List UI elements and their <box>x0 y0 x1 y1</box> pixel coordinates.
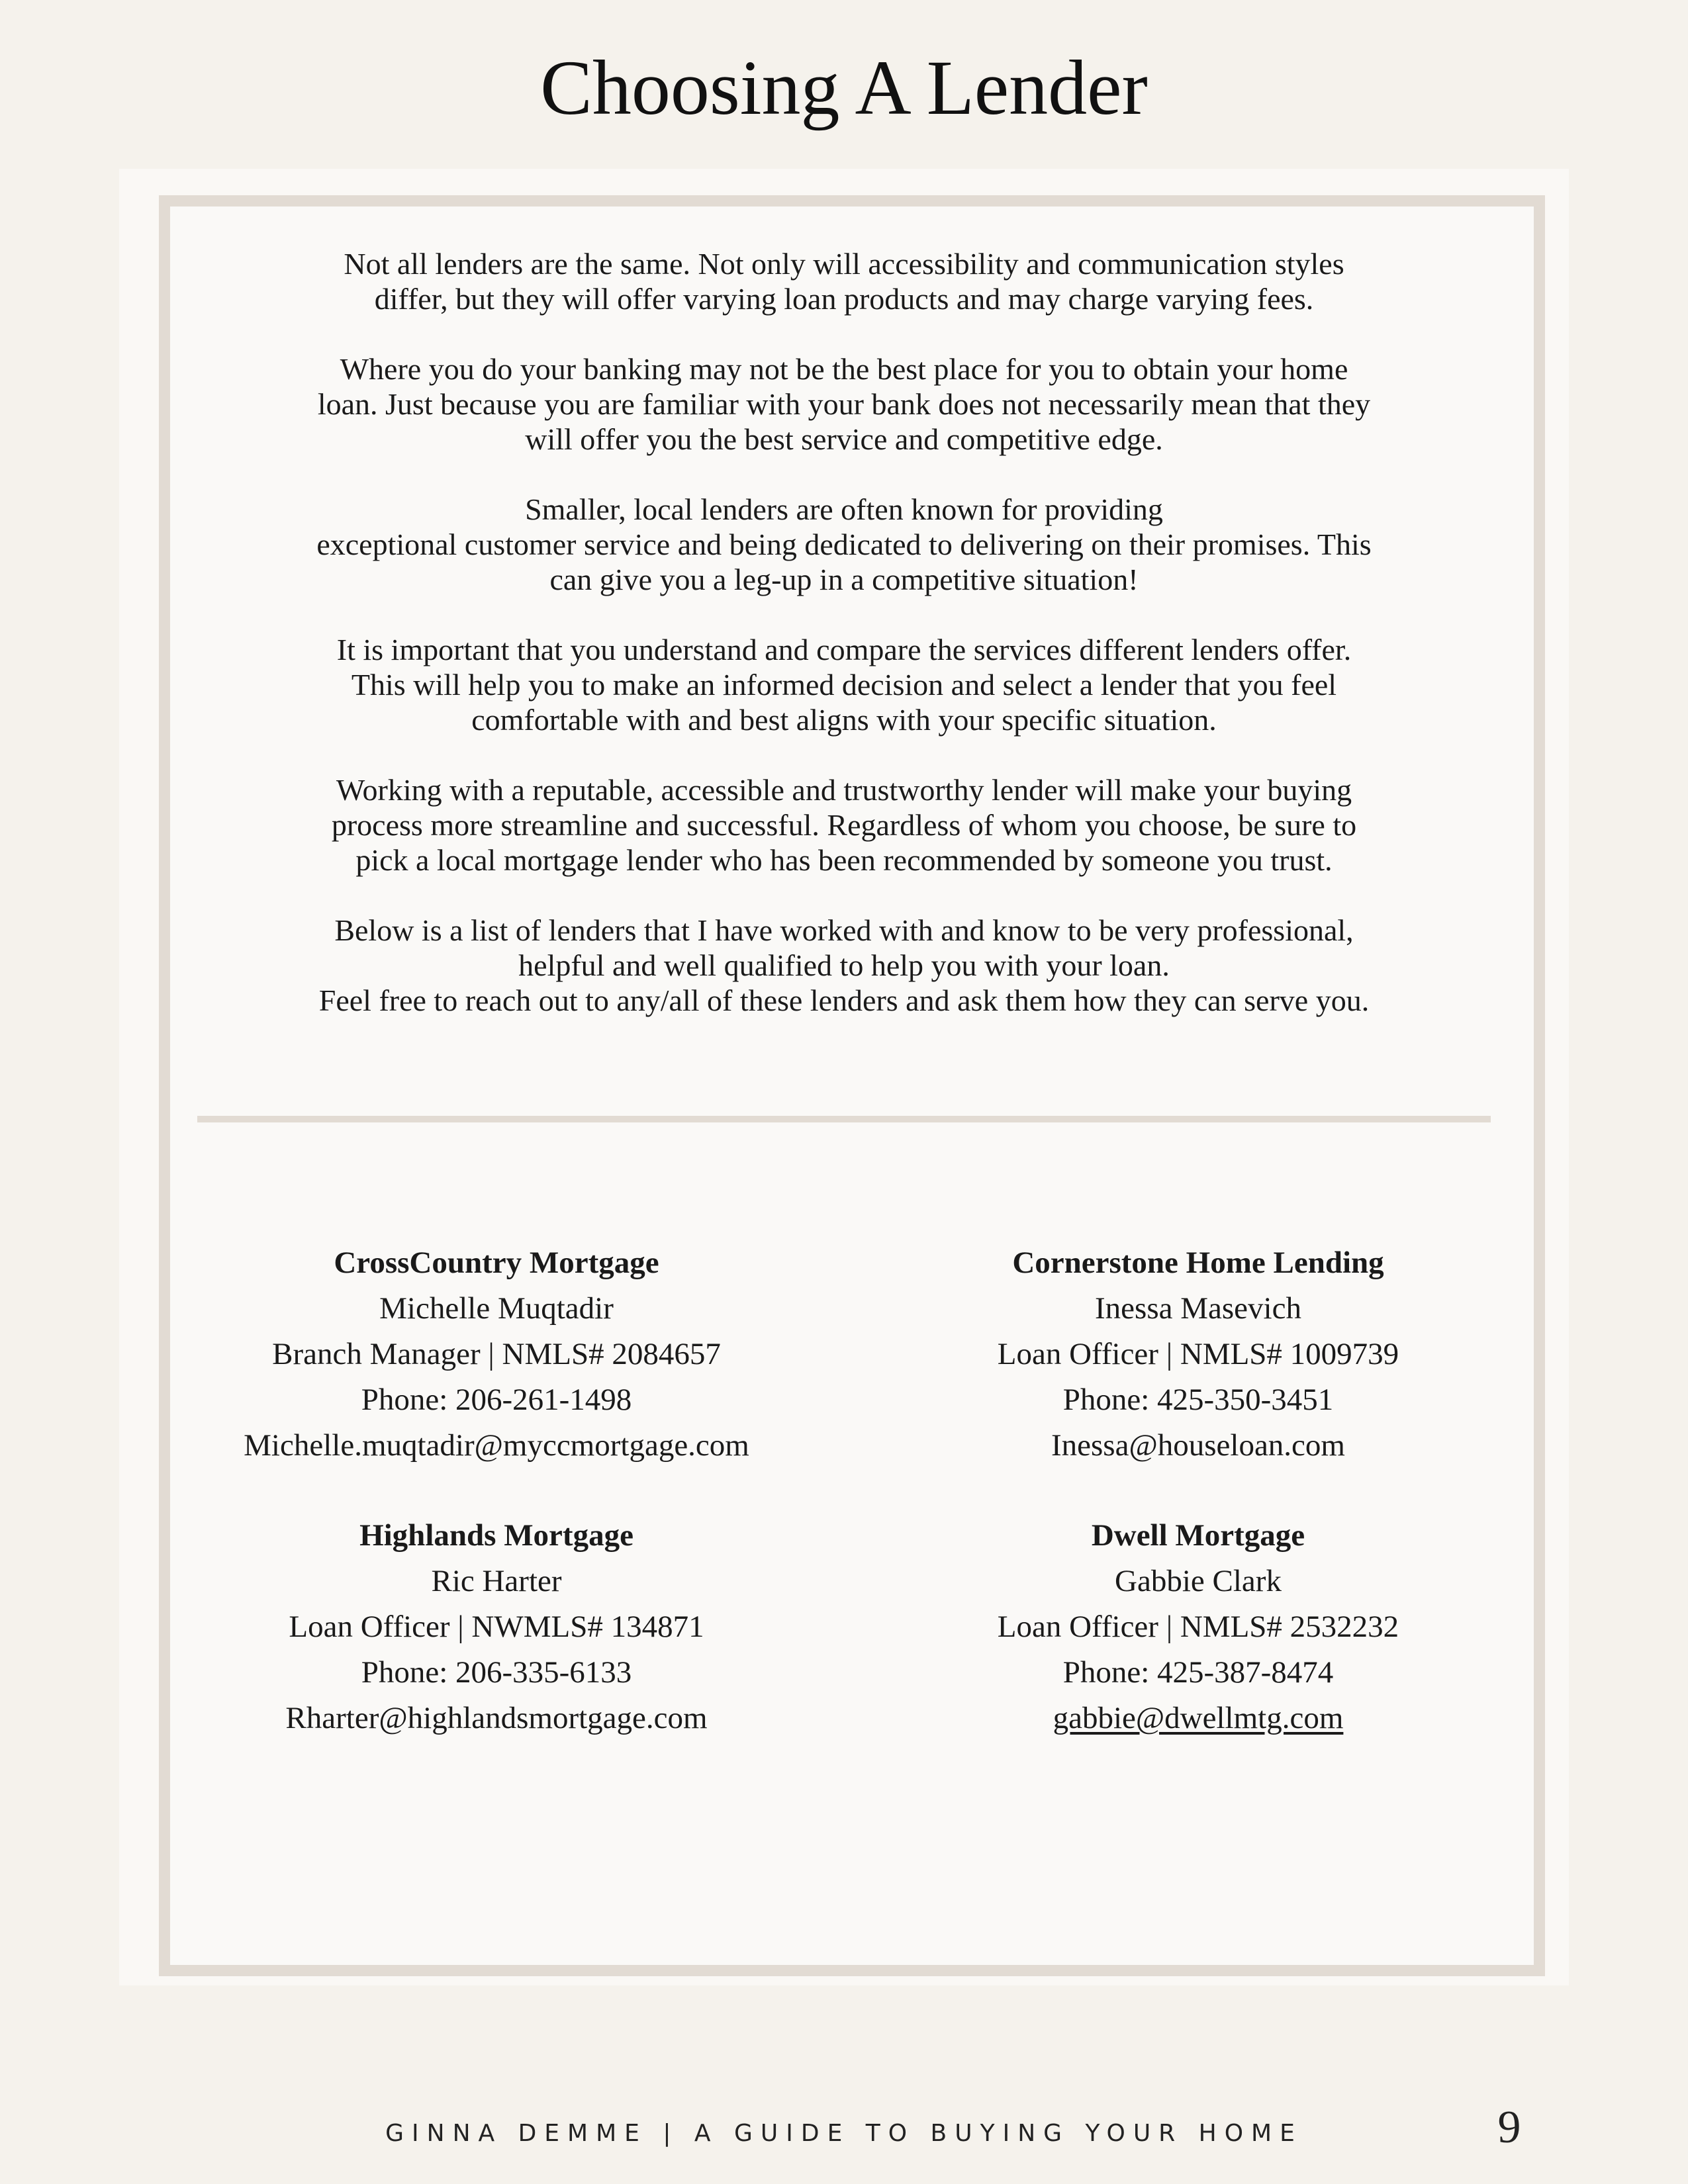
lender-role: Loan Officer | NMLS# 1009739 <box>997 1337 1399 1371</box>
lender-phone: Phone: 425-350-3451 <box>1062 1383 1334 1417</box>
lender-email: Rharter@highlandsmortgage.com <box>285 1701 708 1735</box>
lender-card-dwell <box>867 1513 1529 1741</box>
lender-company: Cornerstone Home Lending <box>1012 1246 1384 1280</box>
lender-phone: Phone: 206-335-6133 <box>361 1655 632 1690</box>
lender-company: CrossCountry Mortgage <box>334 1246 659 1280</box>
section-divider <box>197 1116 1491 1122</box>
footer-text: GINNA DEMME | A GUIDE TO BUYING YOUR HOME <box>385 2120 1303 2147</box>
lender-contact: Inessa Masevich <box>1095 1291 1301 1326</box>
lender-contact: Michelle Muqtadir <box>379 1291 614 1326</box>
intro-paragraph-3: Smaller, local lenders are often known for providing exceptional customer service and being dedicated to delivering on their promises. This can give you a leg-up in a competitive situation! <box>316 492 1372 596</box>
lender-contact: Gabbie Clark <box>1115 1564 1282 1598</box>
lender-company: Highlands Mortgage <box>359 1518 633 1553</box>
page-title: Choosing A Lender <box>540 44 1148 131</box>
lender-role: Loan Officer | NMLS# 2532232 <box>997 1610 1399 1644</box>
lender-phone: Phone: 425-387-8474 <box>1062 1655 1334 1690</box>
lender-email-link[interactable]: gabbie@dwellmtg.com <box>1053 1701 1344 1735</box>
lender-role: Branch Manager | NMLS# 2084657 <box>272 1337 721 1371</box>
lender-card-highlands <box>165 1513 827 1741</box>
intro-paragraph-2: Where you do your banking may not be the best place for you to obtain your home loan. Just because you are familiar with your bank does not necessarily mean that they will offer you the best service and competitive edge. <box>317 352 1371 456</box>
lender-card-crosscountry <box>165 1240 827 1469</box>
lender-card-cornerstone <box>867 1240 1529 1469</box>
lender-company: Dwell Mortgage <box>1091 1518 1305 1553</box>
intro-paragraph-6: Below is a list of lenders that I have worked with and know to be very professional, helpful and well qualified to help you with your loan. Feel free to reach out to any/all of these lenders and ask them how they can serve you. <box>318 913 1370 1017</box>
intro-paragraph-5: Working with a reputable, accessible and trustworthy lender will make your buying process more streamline and successful. Regardless of whom you choose, be sure to pick a local mortgage lender who has been recommended by someone you trust. <box>331 773 1357 877</box>
lender-role: Loan Officer | NWMLS# 134871 <box>289 1610 704 1644</box>
intro-text <box>199 246 1489 1053</box>
lender-phone: Phone: 206-261-1498 <box>361 1383 632 1417</box>
lender-contact: Ric Harter <box>431 1564 562 1598</box>
intro-paragraph-4: It is important that you understand and compare the services different lenders offer. This will help you to make an informed decision and select a lender that you feel comfortable with and best aligns with your specific situation. <box>336 633 1352 737</box>
intro-paragraph-1: Not all lenders are the same. Not only will accessibility and communication styles differ, but they will offer varying loan products and may charge varying fees. <box>344 247 1344 316</box>
lender-email: Michelle.muqtadir@myccmortgage.com <box>244 1428 749 1463</box>
page-number: 9 <box>1497 2102 1521 2153</box>
lender-email: Inessa@houseloan.com <box>1051 1428 1345 1463</box>
